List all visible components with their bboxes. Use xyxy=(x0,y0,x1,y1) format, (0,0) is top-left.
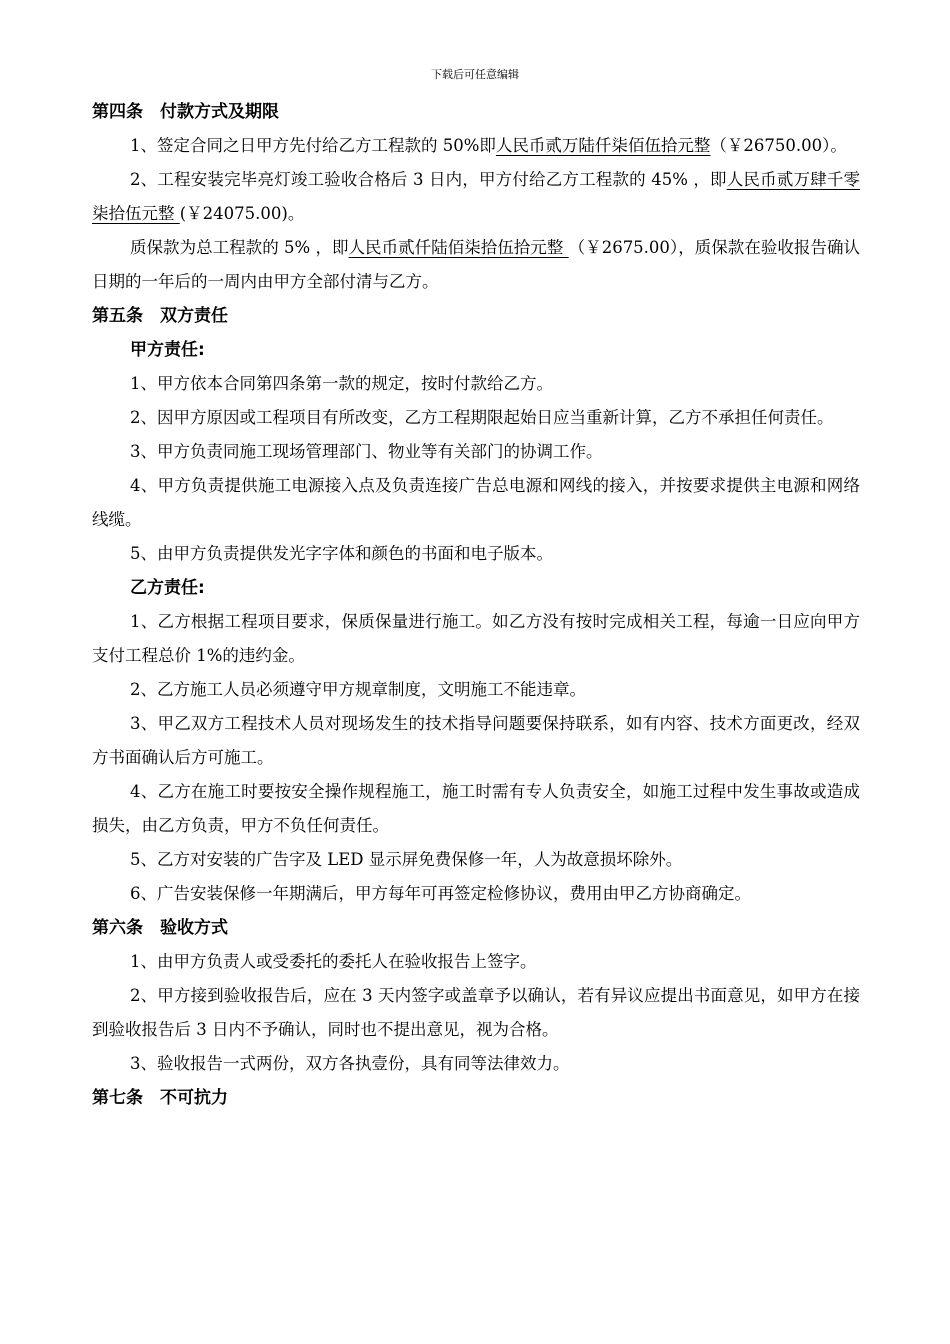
section-7-title: 第七条 不可抗力 xyxy=(92,1088,228,1108)
section-4-clause-1: 1、签定合同之日甲方先付给乙方工程款的 50%即人民币贰万陆仟柒佰伍拾元整（￥26750.00）。 xyxy=(130,136,847,155)
party-b-item: 4、乙方在施工时要按安全操作规程施工，施工时需有专人负责安全，如施工过程中发生事故或造成损失，由乙方负责，甲方不负任何责任。 xyxy=(92,782,860,835)
section-6-item: 1、由甲方负责人或受委托的委托人在验收报告上签字。 xyxy=(130,952,537,971)
party-a-item: 2、因甲方原因或工程项目有所改变，乙方工程期限起始日应当重新计算，乙方不承担任何责任。 xyxy=(130,408,834,427)
party-a-heading: 甲方责任: xyxy=(130,340,205,360)
section-4-clause-2: 2、工程安装完毕亮灯竣工验收合格后 3 日内，甲方付给乙方工程款的 45% ，即人民币贰万肆千零柒拾伍元整 (￥24075.00)。 xyxy=(92,170,860,223)
section-6-item: 2、甲方接到验收报告后，应在 3 天内签字或盖章予以确认，若有异议应提出书面意见，如甲方在接到验收报告后 3 日内不予确认，同时也不提出意见，视为合格。 xyxy=(92,986,860,1039)
amount-words-2: 人民币贰万肆千零柒拾伍元整 xyxy=(92,170,860,223)
party-b-item: 5、乙方对安装的广告字及 LED 显示屏免费保修一年，人为故意损坏除外。 xyxy=(130,850,683,869)
party-a-item: 4、甲方负责提供施工电源接入点及负责连接广告总电源和网线的接入，并按要求提供主电源和网络线缆。 xyxy=(92,476,860,529)
contract-body xyxy=(92,95,860,1115)
section-4-retention: 质保款为总工程款的 5% ，即人民币贰仟陆佰柒拾伍拾元整 （￥2675.00），质保款在验收报告确认日期的一年后的一周内由甲方全部付清与乙方。 xyxy=(92,238,860,291)
section-4-title: 第四条 付款方式及期限 xyxy=(92,102,279,122)
section-5-title: 第五条 双方责任 xyxy=(92,306,228,326)
party-a-item: 3、甲方负责同施工现场管理部门、物业等有关部门的协调工作。 xyxy=(130,442,603,461)
party-a-item: 1、甲方依本合同第四条第一款的规定，按时付款给乙方。 xyxy=(130,374,553,393)
party-b-item: 6、广告安装保修一年期满后，甲方每年可再签定检修协议，费用由甲乙方协商确定。 xyxy=(130,884,751,903)
party-b-item: 3、甲乙双方工程技术人员对现场发生的技术指导问题要保持联系，如有内容、技术方面更改，经双方书面确认后方可施工。 xyxy=(92,714,860,767)
section-6-item: 3、验收报告一式两份，双方各执壹份，具有同等法律效力。 xyxy=(130,1054,570,1073)
party-b-item: 1、乙方根据工程项目要求，保质保量进行施工。如乙方没有按时完成相关工程，每逾一日应向甲方支付工程总价 1%的违约金。 xyxy=(92,612,860,665)
amount-words-1: 人民币贰万陆仟柒佰伍拾元整 xyxy=(495,136,711,155)
party-a-item: 5、由甲方负责提供发光字字体和颜色的书面和电子版本。 xyxy=(130,544,553,563)
amount-words-3: 人民币贰仟陆佰柒拾伍拾元整 xyxy=(348,238,569,257)
section-6-title: 第六条 验收方式 xyxy=(92,918,228,938)
page-header-note: 下载后可任意编辑 xyxy=(431,68,519,81)
party-b-item: 2、乙方施工人员必须遵守甲方规章制度，文明施工不能违章。 xyxy=(130,680,586,699)
party-b-heading: 乙方责任: xyxy=(130,578,205,598)
